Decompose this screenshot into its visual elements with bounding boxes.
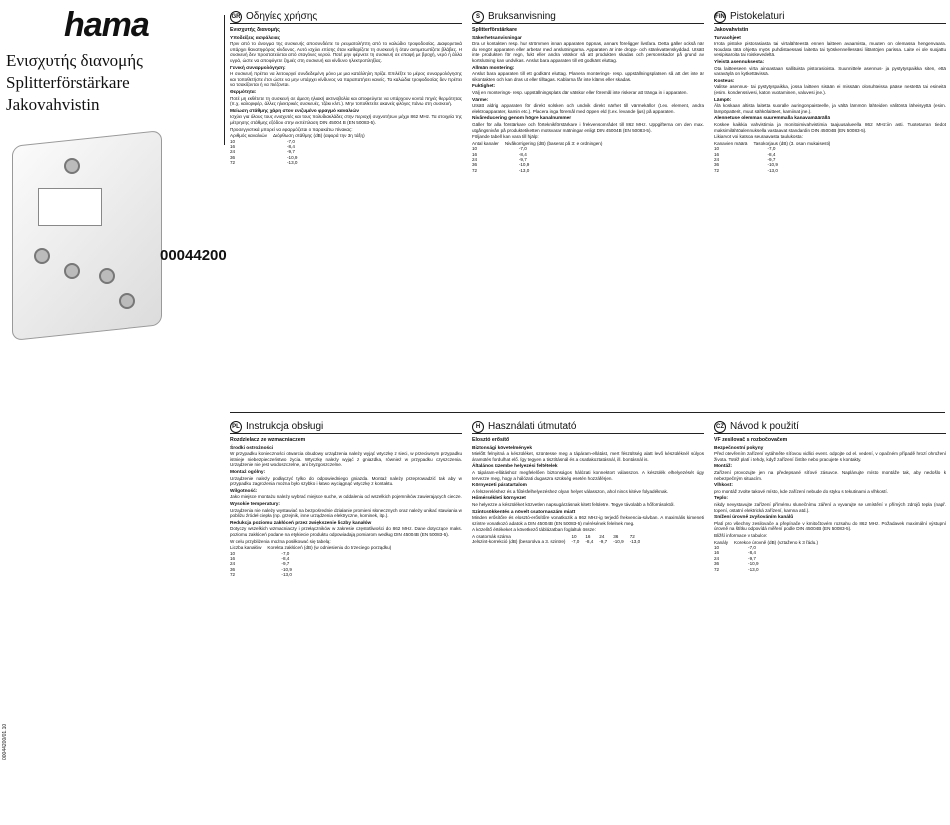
section-header — [230, 10, 462, 24]
column-finnish — [714, 10, 946, 408]
subheading: Környezeti páratartalom — [472, 483, 527, 489]
level-correction-cell: -10,9 — [767, 162, 778, 168]
paragraph: A tápáram-ellátáshoz megfelelően biztonságos hálózati konnektort válasszon. A készülék elhelyezését úgy tervezze meg, hogy a hálózati dugaszra szükség esetén hozzáférjen. — [472, 469, 704, 481]
channel-count-cell: 36 — [472, 162, 478, 168]
section-heading: Használati útmutató — [488, 420, 577, 432]
level-correction-cell: -8,4 — [287, 143, 295, 149]
channel-count-cell: 10 — [230, 550, 236, 556]
table-header-row — [472, 141, 608, 146]
subheading: Γενική συναρμολόγηση: — [230, 65, 286, 71]
subheading: Montáž: — [714, 464, 733, 470]
paragraph: Mielőtt felnyitná a készüléket, szüntesse meg a tápáram-ellátást, mert fészültség alatt levő készüléknél súlyos áramütés fordulhat elő. Így tegyen a tisztításnál és a csatlakoztatásnál, ill. bontásnál is. — [472, 451, 704, 462]
level-correction-cell: -13,0 — [518, 167, 530, 173]
level-correction-cell: -9,7 — [518, 156, 527, 162]
column-greek — [230, 10, 462, 408]
paragraph: A felszereléshez és a fűtésfelhelyezéshez olyan helyet válasszon, ahol nincs kitéve folyadéknak. — [472, 488, 669, 494]
section-title: Jakovahvistin — [714, 27, 749, 33]
attenuation-table — [230, 133, 371, 165]
subheading: Montaż ogólny: — [230, 469, 266, 475]
section-heading: Návod k použití — [730, 420, 799, 432]
language-code-badge: H — [472, 421, 484, 433]
channel-count-cell: 16 — [714, 550, 720, 556]
subheading: Θερμότητα: — [230, 89, 257, 95]
paragraph: Utsätt aldrig apparaten för direkt solsken och undvik direkt närhet till värmekällor (t.ex. element, andra elektroapparater, kamin etc.). Placera inga föremål med öppen eld (t.ex. levande ljus) på apparaten. — [472, 103, 704, 114]
paragraph: Ποτέ μη εκθέτετε τη συσκευή σε άμεση ηλιακή ακτινοβολία και αποφεύγετε να υπάρχουν κοντά πηγές θερμότητας (π.χ. καλοριφέρ, άλλες ηλεκτρικές συσκευές, τζάκι κλπ.). Μην τοποθετείτε ακανείς φλόγες πάνω στη συσκευή. — [230, 95, 462, 107]
document-id: 00044200/01.10 — [2, 723, 8, 760]
section-heading: Οδηγίες χρήσης — [246, 10, 318, 22]
paragraph: Irrota pistoke pistorasiasta tai virtalähteestä ennen laitteen avaamista, muuten on olemassa hengenvaara. Noudata tätä ohjetta myös puhdistaessasi laitetta tai työskennellessäsi liitäntöjen parissa. Laite ei ole suojattu vesipisaroita tai roiskevedeltä. — [714, 41, 946, 58]
channel-count-cell: 72 — [714, 566, 720, 572]
channel-count-cell: 16 — [230, 555, 236, 561]
paragraph: Πριν από το άνοιγμα της συσκευής αποσυνδέετε το ρευματολήπτη από το καλώδιο τροφοδοσίας. Διαφορετικά υπάρχει θανατηφόρος κίνδυνος. Αυτό ισχύει επίσης όταν καθαρίζετε τη συσκευή ή όταν αντιμετωπίζετε βλάβες. Η συσκευή δεν προστατεύεται από σταγόνες νερού. Ποτέ μην φέρνετε τη συσκευή σε επαφή με βροχή, νερό ή άλλα υγρά, ώστε να αποφύγετε ζημιές στη συσκευή και κίνδυνο ηλεκτροπληξίας. — [230, 41, 462, 63]
subheading: Lämpö: — [714, 97, 732, 103]
paragraph: Ισχύει για όλους τους ενισχυτές και τους πολυδιακλάδες στην περιοχή συχνοτήτων μέχρι 862 MHz. Τα στοιχεία της μέτρησης στάθμης εξόδου στην εκπέπλαση DIN 45004 B (EN 50083-5). — [230, 114, 462, 125]
table-cell: -7,0 — [571, 539, 580, 545]
section-header — [472, 10, 704, 24]
channel-count-cell: 10 — [472, 146, 478, 152]
level-correction-cell: -9,7 — [287, 149, 295, 155]
paragraph: Koskee kaikkia vahvistimia ja monitoimivahvistimia taajuusalueella 862 MHz:iin asti. Tuotetarran tiedot maksimilähtöalennuksella vastaavat standardin DIN 45004B (EN 50083-5). — [714, 121, 946, 133]
channel-count-cell: 10 — [230, 138, 236, 144]
subheading: Allmän montering: — [472, 65, 515, 71]
title-finnish: Jakovahvistin — [6, 95, 100, 114]
subheading: Általános üzembe helyezési feltételek — [472, 464, 558, 470]
divider — [230, 412, 945, 413]
title-block — [6, 50, 226, 116]
channel-count-cell: 72 — [230, 572, 236, 578]
table-row — [714, 567, 824, 572]
subheading: Vlhkost: — [714, 483, 733, 489]
subheading: Alennetuse olemmas suuremmalla kanavamäärällä — [714, 116, 830, 122]
column-swedish — [472, 10, 704, 408]
attenuation-table — [472, 534, 646, 545]
paragraph: A közelítő értékeket a következő táblázatban foglaltuk össze: — [472, 527, 596, 533]
column-hungarian — [472, 420, 704, 820]
table-cell: -13,0 — [629, 539, 641, 545]
paragraph: Ota laitteeseen virta ainoastaan sallituista pistorasioista. Suunnittele asennus- ja pystytyspaikka siten, että varaväylä on kytkettävissä. — [714, 65, 946, 77]
table-cell: -9,7 — [599, 539, 608, 545]
table-header-cell: Korekta zakłóceń (dB) (w odniesieniu do trzeciego porządku) — [267, 545, 392, 551]
table-cell: 36 — [613, 533, 619, 539]
table-cell: Jelszint-korrekció (dB) (besorolva a 3. szintre) — [472, 539, 566, 545]
paragraph: Dra ur kontakten resp. hur strömmen innan apparaten öppnas, annars föreligger livsfara. Detta gäller också när du rengör apparaten eller arbetar med anslutningarna. Apparaten är inte dropp- och stänkvattenskyddad. Utsätt inte produkten för regn, fukt eller andra vätskor så att produkten skadas och personskador på grund av kortslutning kan undvikas. Anslut bara apparaten till ett godkänt eluttag. — [472, 41, 704, 63]
paragraph: Urządzenia nie należy wystawiać na bezpośrednie działanie promieni słonecznych oraz należy unikać stawiania w pobliżu źródeł ciepła (np. grzejnik, inne urządzenia elektryczne, kominek, itp.). — [230, 507, 462, 519]
level-correction-cell: -10,9 — [281, 566, 292, 572]
level-correction-cell: -9,7 — [767, 156, 776, 162]
subheading: Υποδείξεις ασφάλειας — [230, 35, 281, 41]
channel-count-cell: 24 — [714, 156, 720, 162]
channel-count-cell: 24 — [472, 156, 478, 162]
paragraph: Zařízení provozujte jen na předepsané síťové zásuvce. Naplánujte místo montáže tak, aby nedošlo k nebezpečným situacím. — [714, 469, 946, 481]
paragraph: Dotyczy wszelkich wzmacniaczy i przełączników w zakresie częstotliwości do 862 MHz. Dane dotyczące maks. poziomu zakłóceń podane na etykiecie produktu odpowiadają pomiarom według DIN 45004B (EN 50083-5). — [230, 526, 462, 537]
language-code-badge: CZ — [714, 421, 726, 433]
product-label-sticker — [38, 188, 102, 226]
paragraph: Välj en monterings- resp. uppställningsplats där vätskor eller föremål inte riskerar att tränga in i apparaten. — [472, 89, 688, 95]
channel-count-cell: 10 — [714, 146, 720, 152]
channel-count-cell: 36 — [230, 566, 236, 572]
table-row — [230, 160, 371, 165]
paragraph: Προσεγγιστικά μπορεί να εφαρμόζεται ο παρακάτω πίνακας: — [230, 126, 353, 132]
divider — [224, 15, 225, 145]
language-code-badge: FIN — [714, 11, 726, 23]
paragraph: Gäller för alla förstärkare och förteknikförstärkare i frekvensområdet till 862 MHz. Uppgifterna om den max. utgångsnivån på produktetiketten motsvarar mätningar enligt DIN 45004B (EN 50083-5). — [472, 121, 704, 133]
subheading: Środki ostrożności — [230, 445, 274, 451]
column-polish — [230, 420, 462, 820]
level-correction-cell: -13,0 — [287, 160, 298, 166]
table-row — [714, 168, 836, 173]
subheading: Värme: — [472, 97, 489, 103]
table-header-cell: Διόρθωση στάθμης (dB) (αφορά την 3η τάξη) — [273, 133, 365, 139]
channel-count-cell: 36 — [714, 162, 720, 168]
section-heading: Instrukcja obsługi — [246, 420, 324, 432]
table-cell: 10 — [571, 533, 577, 539]
paragraph: Likiarvot voi katsoa seuraavasta taulukosta: — [714, 134, 803, 140]
paragraph: Platí pro všechny zesilovače a přepínače v kmitočtovém rozsahu do 862 MHz. Požadavek maximální výstupní úrovně na štítku odpovídá měření podle DIN 45004B (EN 50083-5). — [714, 520, 946, 532]
level-correction-cell: -13,0 — [281, 572, 292, 578]
product-image — [4, 118, 164, 340]
language-code-badge: GR — [230, 11, 242, 23]
level-correction-cell: -10,9 — [287, 154, 298, 160]
product-port — [119, 293, 135, 309]
column-czech — [714, 420, 946, 820]
subheading: Wilgotność: — [230, 488, 258, 494]
subheading: Snížení úrovně zvyšováním kanálů — [714, 515, 794, 521]
attenuation-table — [714, 540, 824, 572]
subheading: Säkerhetsanvisningar — [472, 35, 522, 41]
brand-logo: hama — [64, 6, 149, 44]
section-heading: Pistokelaturi — [730, 10, 785, 22]
title-swedish: Splitterförstärkare — [6, 73, 130, 92]
attenuation-table — [230, 545, 397, 577]
level-correction-cell: -7,0 — [748, 544, 756, 550]
title-greek: Ενισχυτής διανομής — [6, 51, 143, 70]
table-header-cell: Tasokorjaus (dB) (3. osan mukaisesti) — [753, 140, 831, 146]
subheading: Yleistä asennuksesta: — [714, 59, 765, 65]
section-title: Elosztó erősítő — [472, 437, 510, 443]
table-row — [472, 539, 646, 544]
level-correction-cell: -8,4 — [281, 555, 290, 561]
paragraph: Ne helyezze a készüléket közvetlen napsugárzásnak kitett felületre. Tegye távolabb a hőforrásoktól. — [472, 501, 675, 507]
level-correction-cell: -7,0 — [767, 146, 776, 152]
channel-count-cell: 36 — [230, 154, 236, 160]
language-code-badge: S — [472, 11, 484, 23]
level-correction-cell: -8,4 — [748, 550, 756, 556]
table-cell: 72 — [629, 533, 635, 539]
table-cell: -8,4 — [585, 539, 594, 545]
product-port — [64, 158, 80, 174]
subheading: Teplo: — [714, 496, 729, 502]
paragraph: Před otevřením zařízení vytáhněte síťovou vidlici event. odpojte od el. vedení, v opačném případě hrozí ohrožení života. Totéž platí i tehdy, když zařízení čistíte nebo pracujete s kontakty. — [714, 451, 946, 462]
paragraph: Anslut bara apparaten till ett godkänt eluttag. Planera monterings- resp. uppställningsplatsen så att det inte är sikontakten och kan dras ut eller tilltagas. Kablarna får inte kläms eller skadas. — [472, 71, 704, 82]
product-port — [34, 248, 50, 264]
section-header — [714, 420, 946, 434]
subheading: Fuktighet: — [472, 84, 496, 90]
section-header — [472, 420, 704, 434]
level-correction-cell: -8,4 — [518, 151, 527, 157]
table-cell: 16 — [585, 533, 591, 539]
level-correction-cell: -13,0 — [748, 566, 759, 572]
channel-count-cell: 16 — [472, 151, 478, 157]
table-cell: A csatornák száma — [472, 533, 511, 539]
level-correction-cell: -13,0 — [767, 167, 778, 173]
channel-count-cell: 72 — [714, 167, 720, 173]
subheading: Μείωση στάθμης χάρη στον ενιζυμένο φραγμό καναλιών — [230, 108, 360, 114]
attenuation-table — [472, 141, 608, 173]
paragraph: Urządzenie należy podłączyć tylko do odpowiedniego gniazda. Montaż należy przeprowadzić tak aby w przypadku zagrożenia można było szybko i łatwo wyciągnąć wtyczkę z kontaktu. — [230, 475, 462, 487]
table-header-cell: Kanavien määrä — [714, 140, 748, 146]
subheading: Kosteus: — [714, 78, 735, 84]
section-title: VF zesilovač s rozbočovačem — [714, 437, 788, 443]
paragraph: nikdy nevystavujte zařízení přímému slunečnímu záření a vyvarujte se umístění v přímých zdrojů tepla (např. topení, ostatní elektrická zařízení, kamna atd.). — [714, 501, 946, 513]
channel-count-cell: 24 — [230, 149, 236, 155]
paragraph: pro montáž zvolte takové místo, kde zařízení nebude do styku s tekutinami a vlhkostí. — [714, 488, 888, 494]
section-title: Splitterförstärkare — [472, 27, 517, 33]
level-correction-cell: -7,0 — [518, 146, 527, 152]
paragraph: Följande tabell kan vara till hjälp: — [472, 134, 539, 140]
channel-count-cell: 24 — [714, 555, 720, 561]
table-header-row — [230, 133, 371, 138]
paragraph: Bližší informace v tabulce: — [714, 532, 768, 538]
section-header — [714, 10, 946, 24]
table-header-cell: Kanály — [714, 539, 729, 545]
table-header-row — [230, 545, 397, 550]
paragraph: Jako miejsce montażu należy wybrać miejsce suche, w oddaleniu od wszelkich pojemników zawierających ciecze. — [230, 494, 462, 500]
level-correction-cell: -7,0 — [287, 138, 295, 144]
level-correction-cell: -9,7 — [748, 555, 756, 561]
table-header-cell: Antal kanaler — [472, 140, 499, 146]
level-correction-cell: -10,9 — [748, 561, 759, 567]
channel-count-cell: 10 — [714, 544, 720, 550]
subheading: Wysokie temperatury: — [230, 501, 281, 507]
article-number: 00044200 — [160, 247, 227, 264]
paragraph: Valitse asennus- tai pystytyspaikka, jossa laitteen sisään ei missään olosuhteissa pääse nestettä tai esineitä (esim. kondenssivesi, katon vuotaminen, valuvesi jne.). — [714, 84, 946, 95]
channel-count-cell: 36 — [714, 561, 720, 567]
channel-count-cell: 24 — [230, 561, 236, 567]
product-port — [64, 263, 80, 279]
table-header-cell: Liczba kanałów — [230, 545, 262, 551]
subheading: Szintcsökkentés a növelt csatornaszám miatt — [472, 509, 576, 515]
attenuation-table — [714, 141, 836, 173]
level-correction-cell: -9,7 — [281, 561, 290, 567]
table-header-cell: Korekce úrovně (dB) (vztaženo k 3 řádu.) — [734, 539, 819, 545]
table-cell: 24 — [599, 533, 605, 539]
table-header-cell: Nivåkorrigering (dB) (baserat på 3: e ordningen) — [504, 140, 603, 146]
section-title: Rozdzielacz ze wzmacniaczem — [230, 437, 306, 443]
paragraph: W przypadku konieczności otwarcia obudowy urządzenia należy wyjąć wtyczkę z sieci, w przeciwnym przypadku istnieje niebezpieczeństwo życia. Wtyczkę należy wyjąć z gniazdka, również w przypadku czyszczenia. Urządzenie nie jest wodoszczelne, ani bryzgoszczelne. — [230, 451, 462, 468]
section-heading: Bruksanvisning — [488, 10, 556, 22]
paragraph: Minden erősítőre és elosztó-erősítőre vonatkozik a 862 MHz-ig terjedő frekvencia-sávban. A maximális kimeneti szintre vonatkozó adatok a DIN 45004B (EN 50083-5) mérésének felelnek meg. — [472, 515, 704, 526]
paragraph: Η συσκευή πρέπει να λειτουργεί συνδεδεμένη μόνο με μια κατάλληλη πρίζα. Επιλέξτε το μέρος συναρμολόγησης και τοποθετήστε έτσι ώστε να μην υπάρχει κίνδυνος να παραπατήσει κανείς. Τα καλώδια τροφοδοσίας δεν πρέπει να τσακίζονται ή να πιέζονται. — [230, 71, 462, 88]
paragraph: Älä koskaan altista laitetta suoralle auringonpaisteelle, ja vältä lämmön lähteiden välitöntä läheisyyttä (esim. lämpöpatterit, muut sähkölaitteet, kamiinat jne.). — [714, 103, 946, 114]
table-row — [472, 168, 608, 173]
table-header-cell: Αριθμός καναλιών — [230, 133, 267, 139]
section-header — [230, 420, 462, 434]
section-title: Ενισχυτής διανομής — [230, 27, 280, 33]
channel-count-cell: 72 — [472, 167, 478, 173]
table-cell: -10,9 — [613, 539, 624, 545]
subheading: Redukcja poziomu zakłóceń przez zwiększenie liczby kanałów — [230, 520, 372, 526]
channel-count-cell: 16 — [230, 143, 236, 149]
product-body — [12, 130, 162, 341]
channel-count-cell: 72 — [230, 160, 236, 166]
language-code-badge: PL — [230, 421, 242, 433]
table-row — [230, 572, 397, 577]
subheading: Bezpečnostní pokyny — [714, 445, 764, 451]
paragraph: W celu przybliżenia można posiłkować się tabelą: — [230, 538, 331, 544]
subheading: Biztonsági követelmények — [472, 445, 532, 451]
subheading: Hőmérsékleti környezet — [472, 496, 526, 502]
level-correction-cell: -10,9 — [518, 162, 530, 168]
product-port — [99, 268, 115, 284]
subheading: Nivåreducering genom högre kanalnummer — [472, 116, 572, 122]
subheading: Turvaohjeet — [714, 35, 741, 41]
level-correction-cell: -8,4 — [767, 151, 776, 157]
channel-count-cell: 16 — [714, 151, 720, 157]
level-correction-cell: -7,0 — [281, 550, 290, 556]
